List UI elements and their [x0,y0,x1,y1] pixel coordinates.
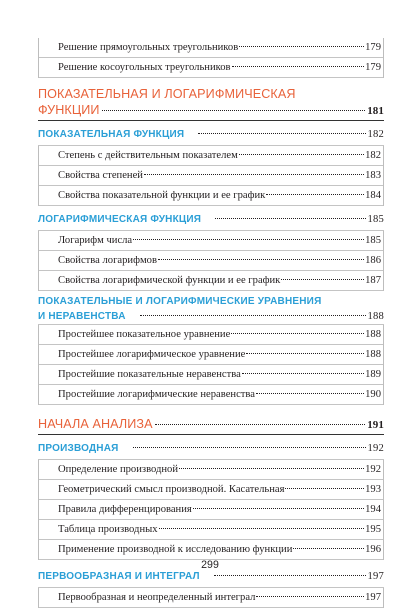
entry-title: Свойства логарифмов [58,255,157,266]
entry-page: 196 [365,544,381,555]
part-title: НАЧАЛА АНАЛИЗА [38,417,153,431]
dot-leader [242,373,364,374]
section-heading-log-function[interactable] [38,209,384,231]
dot-leader [133,239,364,240]
section-title: ПОКАЗАТЕЛЬНАЯ ФУНКЦИЯ [38,129,185,140]
entry-page: 183 [365,170,381,181]
toc-entry[interactable] [39,231,383,251]
entry-title: Применение производной к исследованию функции [58,544,293,555]
dot-leader [133,447,366,448]
toc-entry[interactable] [39,38,383,58]
part-page: 181 [367,105,384,117]
entry-title: Правила дифференцирования [58,504,192,515]
entry-page: 185 [365,235,381,246]
toc-entry[interactable] [39,365,383,385]
dot-leader [179,468,364,469]
entry-group-equations [38,325,384,405]
entry-title: Геометрический смысл производной. Касательная [58,484,285,495]
entry-page: 188 [365,349,381,360]
entry-page: 189 [365,369,381,380]
entry-title: Простейшие логарифмические неравенства [58,389,255,400]
entry-page: 182 [365,150,381,161]
entry-group-exp [38,146,384,206]
dot-leader [231,333,364,334]
dot-leader [193,508,364,509]
dot-leader [293,548,364,549]
toc-entry[interactable] [39,146,383,166]
entry-title: Решение косоугольных треугольников [58,62,231,73]
section-title: ПРОИЗВОДНАЯ [38,443,119,454]
entry-page: 187 [365,275,381,286]
toc-entry[interactable] [39,271,383,291]
section-title: ЛОГАРИФМИЧЕСКАЯ ФУНКЦИЯ [38,214,202,225]
dot-leader [198,133,365,134]
dot-leader [246,353,364,354]
dot-leader [239,46,364,47]
section-heading-derivative[interactable] [38,438,384,460]
dot-leader [256,596,364,597]
entry-page: 186 [365,255,381,266]
entry-title: Первообразная и неопределенный интеграл [58,592,256,603]
dot-leader [155,424,366,425]
section-heading-exp-function[interactable] [38,124,384,146]
toc-entry[interactable] [39,325,383,345]
toc-entry[interactable] [39,186,383,206]
toc-entry[interactable] [39,500,383,520]
entry-page: 193 [365,484,381,495]
dot-leader [239,154,364,155]
toc-entry[interactable] [39,588,383,608]
entry-page: 194 [365,504,381,515]
toc-entry[interactable] [39,385,383,405]
section-page: 188 [367,311,384,322]
part-heading-exp-log[interactable] [38,87,384,121]
toc-entry[interactable] [39,58,383,78]
dot-leader [281,279,364,280]
dot-leader [215,218,365,219]
entry-title: Свойства логарифмической функции и ее график [58,275,281,286]
entry-title: Свойства показательной функции и ее график [58,190,266,201]
entry-title: Решение прямоугольных треугольников [58,42,239,53]
entry-title: Степень с действительным показателем [58,150,238,161]
toc-entry[interactable] [39,166,383,186]
entry-page: 188 [365,329,381,340]
dot-leader [159,528,365,529]
entry-group-derivative [38,460,384,560]
section-title-line1: ПОКАЗАТЕЛЬНЫЕ И ЛОГАРИФМИЧЕСКИЕ УРАВНЕНИЯ [38,296,322,307]
dot-leader [158,259,364,260]
dot-leader [256,393,364,394]
toc-entry[interactable] [39,251,383,271]
section-heading-equations[interactable] [38,295,384,325]
entry-group-log [38,231,384,291]
section-page: 182 [367,129,384,140]
entry-title: Простейшее показательное уравнение [58,329,231,340]
toc-entry[interactable] [39,345,383,365]
dot-leader [140,315,366,316]
dot-leader [102,110,366,111]
entry-page: 179 [365,62,381,73]
part-title-line1: ПОКАЗАТЕЛЬНАЯ И ЛОГАРИФМИЧЕСКАЯ [38,87,296,101]
dot-leader [232,66,365,67]
dot-leader [285,488,364,489]
entry-page: 190 [365,389,381,400]
dot-leader [266,194,364,195]
section-title-line2: И НЕРАВЕНСТВА [38,311,126,322]
section-page: 197 [367,571,384,582]
entry-page: 179 [365,42,381,53]
dot-leader [214,575,366,576]
toc-entry[interactable] [39,540,383,560]
toc-entry[interactable] [39,460,383,480]
part-title-line2: ФУНКЦИИ [38,103,100,117]
entry-page: 184 [365,190,381,201]
part-page: 191 [367,419,384,431]
entry-title: Простейшие показательные неравенства [58,369,241,380]
page-number: 299 [201,559,219,571]
entry-title: Свойства степеней [58,170,143,181]
toc-entry[interactable] [39,480,383,500]
section-page: 185 [367,214,384,225]
entry-page: 192 [365,464,381,475]
entry-group-triangles [38,38,384,78]
entry-page: 197 [365,592,381,603]
section-title: ПЕРВООБРАЗНАЯ И ИНТЕГРАЛ [38,571,200,582]
entry-page: 195 [365,524,381,535]
part-heading-analysis[interactable] [38,416,384,435]
section-page: 192 [367,443,384,454]
entry-title: Простейшее логарифмическое уравнение [58,349,246,360]
dot-leader [144,174,364,175]
toc-entry[interactable] [39,520,383,540]
entry-title: Таблица производных [58,524,158,535]
entry-title: Определение производной [58,464,179,475]
entry-group-integral [38,588,384,608]
table-of-contents [38,38,384,608]
entry-title: Логарифм числа [58,235,133,246]
